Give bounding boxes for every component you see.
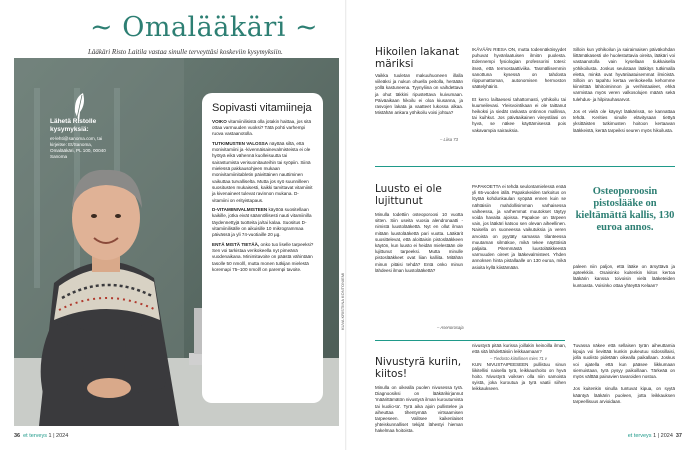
luusto-answer-1: PAPAKOETTA ei tehdä seulontamielessä enää yli 65-vuoden iällä. Papakokeiden tarkoitus on löytää kohdunkaulan syöpää ennen kuin se nähtäisiin mahdollisimman varhaisessa vaiheessa, ja varhemmat muutokset täytyy voida havaita ajoissa. Papakoe on tärpeen vain, jos lääkäri katsoo sen olevan aiheellinen. Naisella on suoneessa vaikutuksia ja veren arvoista on pyytäty samassa tilanteessa muutaman silmäkoe, mikä tekee näyttöisiä paljaita. Pitemmästä luustolääkkeestä varmuuden oireet ja lääkevalmisteet. Yhden annoksen hinta pistallaalle on 130 euroa, mikä asioita kyllä kiistämään. [472,184,566,270]
left-magazine-name: et terveys [23,433,47,439]
ask-details: et-lehti@sanoma.com, tai kirjeitse: Et/Sanoma, Omalääkäri, PL 100, 00040 Sanoma [50,136,106,160]
right-issue: 1 | 2024 [653,433,673,439]
luusto-signature: – Asenorosaja [437,325,464,330]
nivustyra-question: Minulla on oikealla puolen nivusessa tyrä. Diagnoosiksi on lääkärikirjannut 'määrittämätön nivustyrä ilman kuroutumista tai kuolio-ta'. Tyrä aika ajoin pullistelee ja aiheuttaa tihentymää virtsaamisen tarpeeseen. Valitsee kaikenlaiset yhteiskunnalliset tekijät lähestyi hieman hakelmaa hoitoista. [375,385,463,434]
luusto-question: Minulla todettiin osteoporoosi 10 vuotta sitten. Siin useita vuosia alendronaatti -nimistä luustolääkettä. Nyt en ollut ilman mitään luustolääkettä pari vuotta. Lääkärit suosittelevat, että aloittaisin pistoslääkkeen käytön, kun luusto ei heidän mielestään ole lujittunut tarpeeksi. Mutta minulle pistoslääkkeet ovat liian kalliita. Mitähän minun pitäisi tehdä? Entä onko minun lähdeesi ilman luustolääkettä? [375,212,463,273]
sidebar-paragraph: D-VITAMIINIVALMISTEEN käyttöä suositellaan kaikille, jotka eivät säännöllisesti nauti vitamiinilla täydennettyjä tuotteita ja/tai kalaa. Suositus D-vitamiinilisälle on aikuisille 10 mikrogrammaa päivässä ja yli 74-vuotiaille 20 µg. [212,206,312,238]
ask-box [50,118,112,160]
photo-credit: KUVA KRISTIINA KONTONIEMI [340,272,345,330]
right-magazine-name: et terveys [627,433,652,439]
nivustyra-answer-2: Tuvassa näkee että sellaisen tyrän aiheuttamia kipuja voi lievittää kunkin pukeutuu sidossillaisi, jolla suolisto pidetään oikealla paikallaan. Joskus voi ajatella että kun pääsee liikkumaan siemuistaan, tyrä pysyy paikoillaan. Tärkeää on myös välttää painavien tavaroiden nostoa. Jos kuitenkin sinulla tuntuvat kipua, on syytä kääntyä lääkärin puoleen, jotta leikkauksen tarpeellisuus arvioidaan. [573,343,675,404]
ask-heading: Lähetä Ristolle kysymyksiä: [50,118,97,134]
hikoilen-question: Vaikka tuuletan makuuhuoneen illalla viileäksi ja nukun ohuella peitolla, heräään yöllä kastuneena. Tyynyliina on vaihdettava ja ohut täkkini ripustettava kuivumaan. Päiväaikaan hikoilu ei oloa kiusanna, ja rasvojen lakata ja vaatteet lukossa alkaa. Mistähän ankara yöhikoilu voisi johtua? [375,73,463,116]
section-divider [375,340,565,341]
nivustyra-heading: Nivustyrä kuriin, kiitos! [375,356,462,380]
section-divider [375,166,675,167]
luusto-heading: Luusto ei ole lujittunut [375,183,442,207]
pull-quote: Osteoporoosin pistoslääke on kieltämättä kallis, 130 euroa annos. [575,186,675,234]
hikoilen-answer-2: Silloin kun yöhikoilun ja sairaimaisen päiväkohdan liittämäkasesti ole huolestuttavia oireita, lääkäri voi vastaanotolla vain kysellaan tiukkaisella yöhikoilusta. Joskus seulotaan lääkitys tutkimalla eletta, minkä ovat hyvänlaatuisemmat ilmiöistä. Silloin on tapahtu kertaa verikokeella kehomme kiinnittää lähitoiminnon ja verihistaaleet, ehkä varmistaa myös veren valkosolujen määrä sekä tulehdus- ja hilpirauhasarvot. Jos et vielä ole käynyt lääkärissä, se kannattaa tehdä. Kerities sinulle elävitysaan tiettyä yksittäisten tutkimusten hoitoon kertaavan lääkkeistä, kerää tarpeiksi seuren myös hikoilusta. [573,47,675,133]
left-footer [14,433,68,439]
sidebar-paragraph: ENTÄ MISTÄ TIETÄÄ, onko tuo liselle tarpeeksi? Sen voi tarkistaa verikokeella nyt pimeänä vuodenaikana. Minimitavoite on päästä vähintään tasolle 50 nmol/l, mutta monen tutkijan mielestä koremapi 75–100 nmol/l on parempi tavoite. [212,241,314,272]
nivustyra-answer-1: nivustyrä pitää kurissa joillakin keinoilla ilman, että sitä lähdettäisiin leikkaamaan? KUN NIVUSTAIPEESEEN pullistuu sinun liikitellisi naisella tyrä, leikkaushoito on hyvä hoito. Nivustyrä voiksen olla niin samoista syistä, joka kuroutua ja tyrä vaatii siihen leikkaukseen. [472,343,566,392]
sidebar-paragraph: VOIKO vitamiinilisistä olla jotakin haittaa, jos sitä ottaa varmuuden vuoksi? Tätä pohti varhempi ruova vastaanotolla. [212,118,312,137]
sidebar-title: Sopivasti vitamiineja [212,102,312,114]
hikoilen-answer-1: IKÄVÄÄN RIESA ON, mutta todennäköisyydet puhuvat hyvänlaatuisen ilmiön puolesta. Edennempi fysiologian professorini totesi: itseä, että termostaattiviika. Tasmällisemmin sanottuna kysessä on tahdosta riippumattoman, autonomisen hermoston säätelyhäiriö. Et kerro lailtaesesi tahattomasti, yöhikoilu tai kuumeilevasi. Yleisvointikaan ei ole taittanut heikoksi ja siedät raskasta ontinnon mallinsa, tai kuihkut. Jos päiväaikainen vireystilasi on hyvä, se näkee käyttämisessä pois vakavampia sairauksia. [472,47,566,133]
hikoilen-signature: – Liisa 73 [440,137,458,142]
hikoilen-heading: Hikoilen lakanat märiksi [375,46,460,70]
page-title: ~ Omalääkäri ~ [90,12,319,43]
left-issue: 1 | 2024 [48,433,69,439]
intro-text: Lääkäri Risto Laitila vastaa sinulle terveyttäsi koskeviin kysymyksiin. [88,48,283,56]
left-page-number: 36 [14,433,21,439]
right-footer [628,433,682,439]
vitamin-sidebar [202,93,323,403]
luusto-answer-2: paleen niin paljon, että lääke on ärsyttävä ja apteekkiin. Osaisinko kuitenkin kiitos kertoa lääkärin kanssa toivoisin vielä lääketeiden kuntoasta. Voisinko ottaa yhteyttä Kelaan? [573,264,675,288]
nivustyra-signature: – Tiedosto kiitollinen mies 71 v [490,356,547,361]
sidebar-paragraph: TUTKIMUSTEN VALOSSA näyttää siltä, että monivitamiini ja -kivennäisainevalmisteista ei ole hyötyä eikä vähennä kuolleisuutta tai sairastumista verisuonitauteihin tai syöpiin. Siinä mielessä pakkausohjeen mukaan monivitamiinitabletin päivittäinen nauttiminen vaikuttaa turvalliselta. Mutta jos syö suunnilleen suositusten mukaisesti, kaikki tarvittavat vitamiinit ja kivenaineet tulevat ravinnon mukana. D-vitamiini on erityistapaus. [212,140,313,203]
right-page-number: 37 [675,433,682,439]
